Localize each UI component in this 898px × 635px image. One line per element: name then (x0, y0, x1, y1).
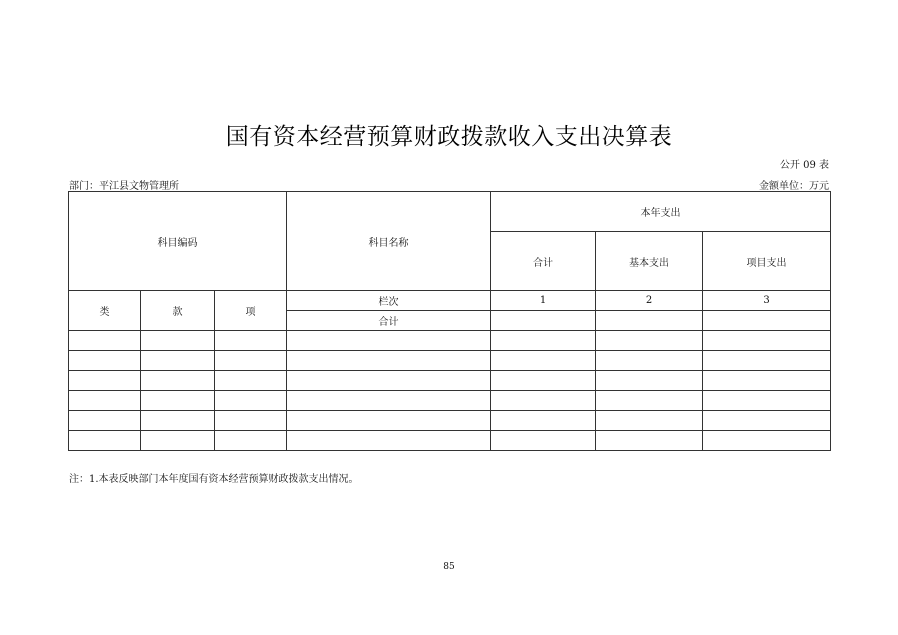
table-cell (69, 411, 141, 431)
table-cell (596, 391, 703, 411)
table-cell (703, 391, 831, 411)
table-row (69, 431, 831, 451)
category-header: 类 (69, 291, 141, 331)
column-index-3: 3 (703, 291, 831, 311)
current-year-expense-header: 本年支出 (491, 192, 831, 232)
table-cell (287, 371, 491, 391)
table-cell (596, 311, 703, 331)
table-cell (141, 331, 215, 351)
table-cell (287, 391, 491, 411)
table-cell (215, 351, 287, 371)
table-cell (703, 371, 831, 391)
table-cell (491, 351, 596, 371)
table-cell (141, 391, 215, 411)
subject-name-header: 科目名称 (287, 192, 491, 291)
department-label: 部门：平江县文物管理所 (69, 181, 179, 192)
form-number: 公开 09 表 (779, 160, 829, 171)
table-cell (215, 331, 287, 351)
table-row (69, 331, 831, 351)
table-cell (141, 431, 215, 451)
table-row (69, 371, 831, 391)
item-header: 项 (215, 291, 287, 331)
table-row (69, 391, 831, 411)
column-index-row (69, 291, 831, 311)
table-cell (69, 331, 141, 351)
header-row-1 (69, 192, 831, 232)
table-cell (703, 431, 831, 451)
table-cell (491, 331, 596, 351)
table-cell (491, 391, 596, 411)
table-cell (703, 411, 831, 431)
total-row-label: 合计 (287, 311, 491, 331)
table-cell (215, 411, 287, 431)
column-index-1: 1 (491, 291, 596, 311)
table-cell (287, 411, 491, 431)
page-number: 85 (443, 562, 455, 572)
total-column-header: 合计 (491, 232, 596, 291)
page-title: 国有资本经营预算财政拨款收入支出决算表 (225, 124, 673, 150)
footnote: 注：1.本表反映部门本年度国有资本经营预算财政拨款支出情况。 (69, 474, 359, 485)
table-cell (596, 411, 703, 431)
table-cell (69, 431, 141, 451)
table-cell (215, 371, 287, 391)
table-cell (215, 391, 287, 411)
amount-unit-label: 金额单位：万元 (759, 181, 829, 192)
table-cell (703, 331, 831, 351)
table-cell (596, 351, 703, 371)
table-row (69, 411, 831, 431)
table-cell (596, 331, 703, 351)
table-cell (141, 411, 215, 431)
table-cell (69, 371, 141, 391)
table-cell (141, 371, 215, 391)
table-row (69, 351, 831, 371)
table-cell (491, 371, 596, 391)
table-cell (703, 351, 831, 371)
budget-table (68, 191, 831, 451)
table-cell (491, 311, 596, 331)
table-cell (491, 431, 596, 451)
table-cell (287, 331, 491, 351)
section-header: 款 (141, 291, 215, 331)
basic-expense-column-header: 基本支出 (596, 232, 703, 291)
table-cell (215, 431, 287, 451)
table-cell (287, 351, 491, 371)
column-index-2: 2 (596, 291, 703, 311)
subject-code-header: 科目编码 (69, 192, 287, 291)
table-cell (141, 351, 215, 371)
table-cell (287, 431, 491, 451)
table-cell (596, 431, 703, 451)
column-index-label: 栏次 (287, 291, 491, 311)
table-cell (596, 371, 703, 391)
project-expense-column-header: 项目支出 (703, 232, 831, 291)
table-cell (69, 351, 141, 371)
table-cell (491, 411, 596, 431)
table-cell (69, 391, 141, 411)
table-cell (703, 311, 831, 331)
